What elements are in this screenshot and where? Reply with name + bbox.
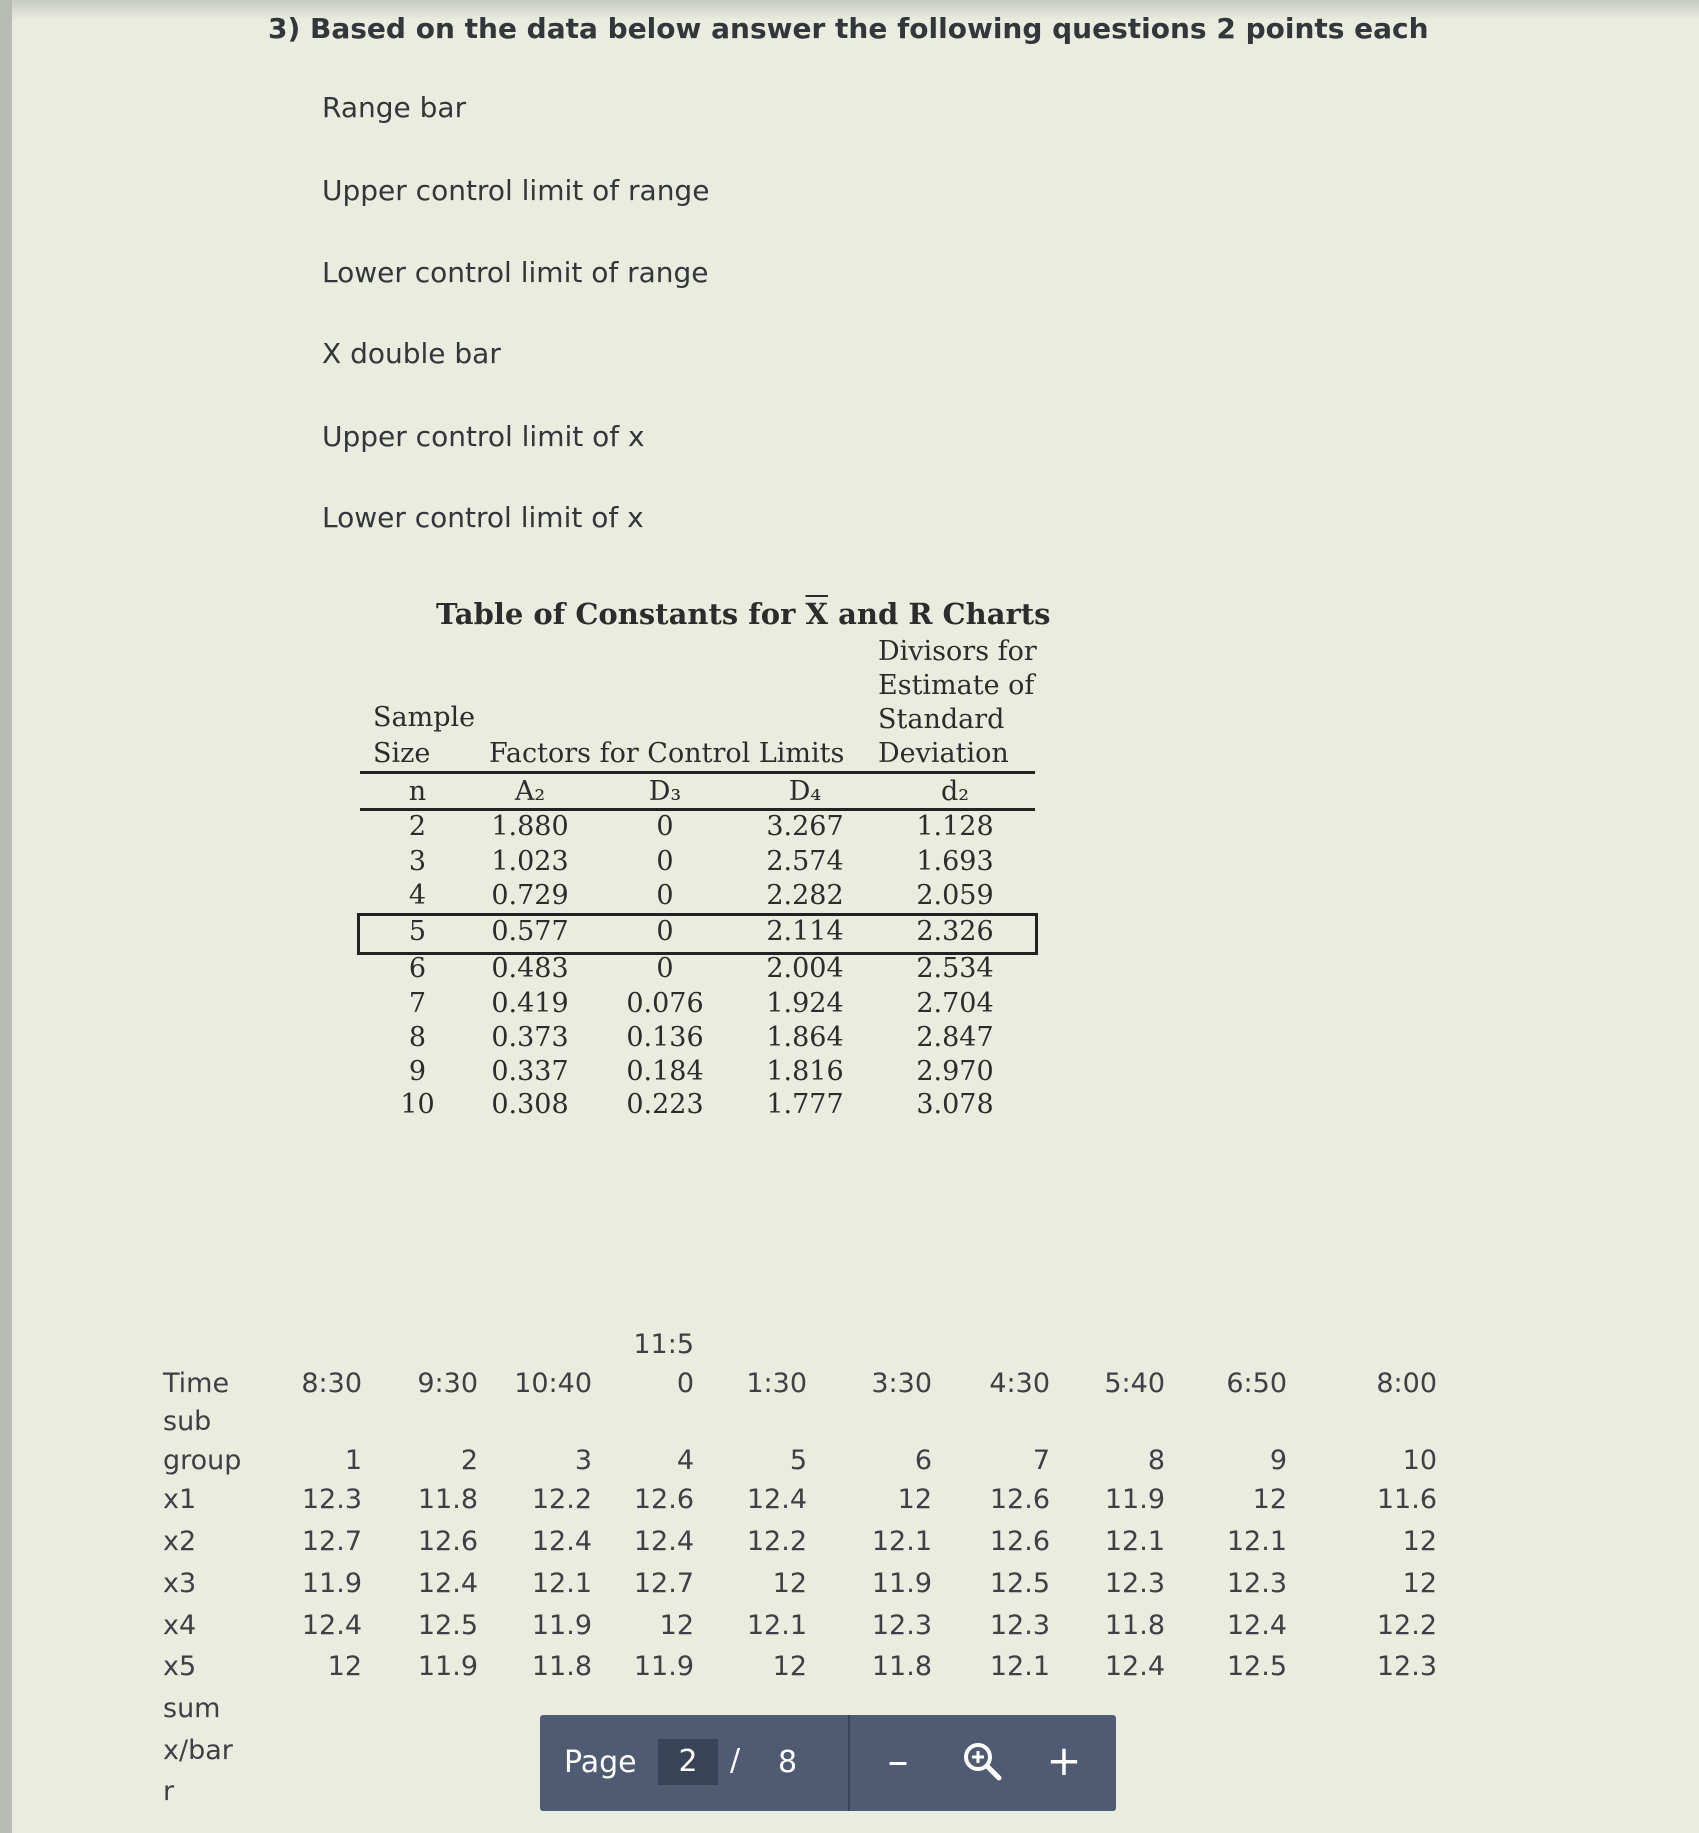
- label-x1: x1: [163, 1484, 197, 1515]
- x4-cell: 12.1: [746, 1610, 807, 1641]
- time-cell: 10:40: [514, 1368, 592, 1399]
- x3-cell: 12.1: [531, 1568, 592, 1599]
- time-cell: 3:30: [871, 1368, 932, 1399]
- x1-cell: 11.6: [1376, 1484, 1437, 1515]
- page-separator: /: [730, 1743, 741, 1778]
- x5-cell: 12.3: [1376, 1651, 1437, 1682]
- header-divisors-1: Divisors for: [878, 636, 1037, 667]
- x1-cell: 11.8: [417, 1484, 478, 1515]
- subgroup-cell: 8: [1147, 1445, 1165, 1476]
- x3-cell: 12.3: [1104, 1568, 1165, 1599]
- subgroup-cell: 4: [676, 1445, 694, 1476]
- subgroup-cell: 1: [344, 1445, 362, 1476]
- question-item-x-double-bar: X double bar: [322, 337, 501, 370]
- header-divisors-2: Estimate of: [878, 670, 1035, 701]
- label-xbar: x/bar: [163, 1735, 233, 1766]
- x4-cell: 11.9: [531, 1610, 592, 1641]
- x3-cell: 12.5: [989, 1568, 1050, 1599]
- zoom-in-button[interactable]: [1036, 1733, 1092, 1789]
- x1-cell: 12.6: [989, 1484, 1050, 1515]
- col-n: n: [408, 776, 427, 807]
- col-d3: D₃: [648, 776, 682, 807]
- table-row: 7 0.419 0.076 1.924 2.704: [408, 988, 994, 1019]
- label-r: r: [163, 1776, 175, 1807]
- x4-cell: 12.2: [1376, 1610, 1437, 1641]
- x4-cell: 12: [659, 1610, 694, 1641]
- x2-cell: 12.1: [1226, 1526, 1287, 1557]
- x3-cell: 12: [772, 1568, 807, 1599]
- x3-cell: 11.9: [301, 1568, 362, 1599]
- x3-cell: 11.9: [871, 1568, 932, 1599]
- time-cell: 8:30: [301, 1368, 362, 1399]
- x2-cell: 12.7: [301, 1526, 362, 1557]
- question-item-range-bar: Range bar: [322, 91, 467, 124]
- minus-icon: –: [887, 1736, 909, 1785]
- time-cell: 1:30: [746, 1368, 807, 1399]
- question-item-ucl-x: Upper control limit of x: [322, 420, 645, 453]
- time-cell: 0: [676, 1368, 694, 1399]
- x1-cell: 12.3: [301, 1484, 362, 1515]
- page-toolbar: [540, 1715, 1116, 1811]
- time-cell: 4:30: [989, 1368, 1050, 1399]
- table-row: 8 0.373 0.136 1.864 2.847: [408, 1022, 994, 1053]
- x1-cell: 12.4: [746, 1484, 807, 1515]
- constants-column-headers: [360, 776, 1035, 810]
- toolbar-divider: [848, 1715, 850, 1811]
- x5-cell: 11.9: [417, 1651, 478, 1682]
- time-cell: 8:00: [1376, 1368, 1437, 1399]
- x5-cell: 12: [772, 1651, 807, 1682]
- subgroup-cell: 6: [914, 1445, 932, 1476]
- question-item-lcl-x: Lower control limit of x: [322, 501, 644, 534]
- x4-cell: 12.3: [989, 1610, 1050, 1641]
- label-x2: x2: [163, 1526, 197, 1557]
- x2-cell: 12.2: [746, 1526, 807, 1557]
- subgroup-cell: 9: [1269, 1445, 1287, 1476]
- current-page-input[interactable]: 2: [658, 1739, 718, 1785]
- page-label: Page: [564, 1745, 637, 1780]
- x4-cell: 11.8: [1104, 1610, 1165, 1641]
- x1-cell: 12.2: [531, 1484, 592, 1515]
- total-pages: 8: [778, 1745, 798, 1780]
- x5-cell: 12: [327, 1651, 362, 1682]
- label-time: Time: [163, 1368, 230, 1399]
- x4-cell: 12.3: [871, 1610, 932, 1641]
- subgroup-cell: 7: [1032, 1445, 1050, 1476]
- subgroup-cell: 2: [460, 1445, 478, 1476]
- x4-cell: 12.4: [1226, 1610, 1287, 1641]
- magnifier-plus-icon: [960, 1739, 1004, 1783]
- x2-cell: 12.4: [633, 1526, 694, 1557]
- subgroup-cell: 5: [789, 1445, 807, 1476]
- x3-cell: 12: [1402, 1568, 1437, 1599]
- x3-cell: 12.3: [1226, 1568, 1287, 1599]
- zoom-button[interactable]: [954, 1733, 1010, 1789]
- x5-cell: 11.8: [531, 1651, 592, 1682]
- x2-cell: 12.1: [871, 1526, 932, 1557]
- table-row: 4 0.729 0 2.282 2.059: [408, 880, 994, 911]
- time-cell: 9:30: [417, 1368, 478, 1399]
- subgroup-cell: 3: [574, 1445, 592, 1476]
- x5-cell: 12.1: [989, 1651, 1050, 1682]
- x5-cell: 12.4: [1104, 1651, 1165, 1682]
- x5-cell: 12.5: [1226, 1651, 1287, 1682]
- plus-icon: +: [1046, 1736, 1082, 1785]
- x5-cell: 11.9: [633, 1651, 694, 1682]
- table-row: 10 0.308 0.223 1.777 3.078: [400, 1089, 994, 1120]
- table-row: 2 1.880 0 3.267 1.128: [408, 811, 994, 842]
- table-row: 3 1.023 0 2.574 1.693: [408, 846, 994, 877]
- question-item-lcl-range: Lower control limit of range: [322, 256, 709, 289]
- x2-cell: 12.6: [417, 1526, 478, 1557]
- x2-cell: 12.6: [989, 1526, 1050, 1557]
- screen-left-edge: [0, 0, 12, 1833]
- col-a2: A₂: [514, 776, 546, 807]
- header-sample-2: Size: [373, 738, 431, 769]
- x2-cell: 12.1: [1104, 1526, 1165, 1557]
- col-d4: D₄: [788, 776, 822, 807]
- x4-cell: 12.4: [301, 1610, 362, 1641]
- label-x4: x4: [163, 1610, 197, 1641]
- table-row: 9 0.337 0.184 1.816 2.970: [408, 1056, 994, 1087]
- time-cell: 5:40: [1104, 1368, 1165, 1399]
- label-x5: x5: [163, 1651, 197, 1682]
- x5-cell: 11.8: [871, 1651, 932, 1682]
- time-cell-wrapped-top: 11:5: [633, 1329, 694, 1360]
- label-group: group: [163, 1445, 242, 1476]
- x1-cell: 12: [897, 1484, 932, 1515]
- question-title: 3) Based on the data below answer the following questions 2 points each: [268, 12, 1429, 45]
- table-row: 6 0.483 0 2.004 2.534: [408, 953, 994, 984]
- x3-cell: 12.4: [417, 1568, 478, 1599]
- label-sub: sub: [163, 1406, 212, 1437]
- time-cell: 6:50: [1226, 1368, 1287, 1399]
- label-x3: x3: [163, 1568, 197, 1599]
- col-d2: d₂: [940, 776, 970, 807]
- header-divisors-3: Standard: [878, 704, 1005, 735]
- question-item-ucl-range: Upper control limit of range: [322, 174, 710, 207]
- x3-cell: 12.7: [633, 1568, 694, 1599]
- x2-cell: 12: [1402, 1526, 1437, 1557]
- x4-cell: 12.5: [417, 1610, 478, 1641]
- header-factors: Factors for Control Limits: [489, 738, 845, 769]
- x2-cell: 12.4: [531, 1526, 592, 1557]
- subgroup-cell: 10: [1402, 1445, 1437, 1476]
- x1-cell: 12.6: [633, 1484, 694, 1515]
- table-row-highlighted: 5 0.577 0 2.114 2.326: [360, 916, 1035, 952]
- x1-cell: 11.9: [1104, 1484, 1165, 1515]
- zoom-out-button[interactable]: [870, 1733, 926, 1789]
- constants-table-title: Table of Constants for $\overline{X}$ and R Charts: [436, 597, 1051, 631]
- label-sum: sum: [163, 1693, 221, 1724]
- x1-cell: 12: [1252, 1484, 1287, 1515]
- header-divisors-4: Deviation: [878, 738, 1009, 769]
- header-sample-1: Sample: [373, 702, 476, 733]
- table-top-rule: [360, 771, 1035, 774]
